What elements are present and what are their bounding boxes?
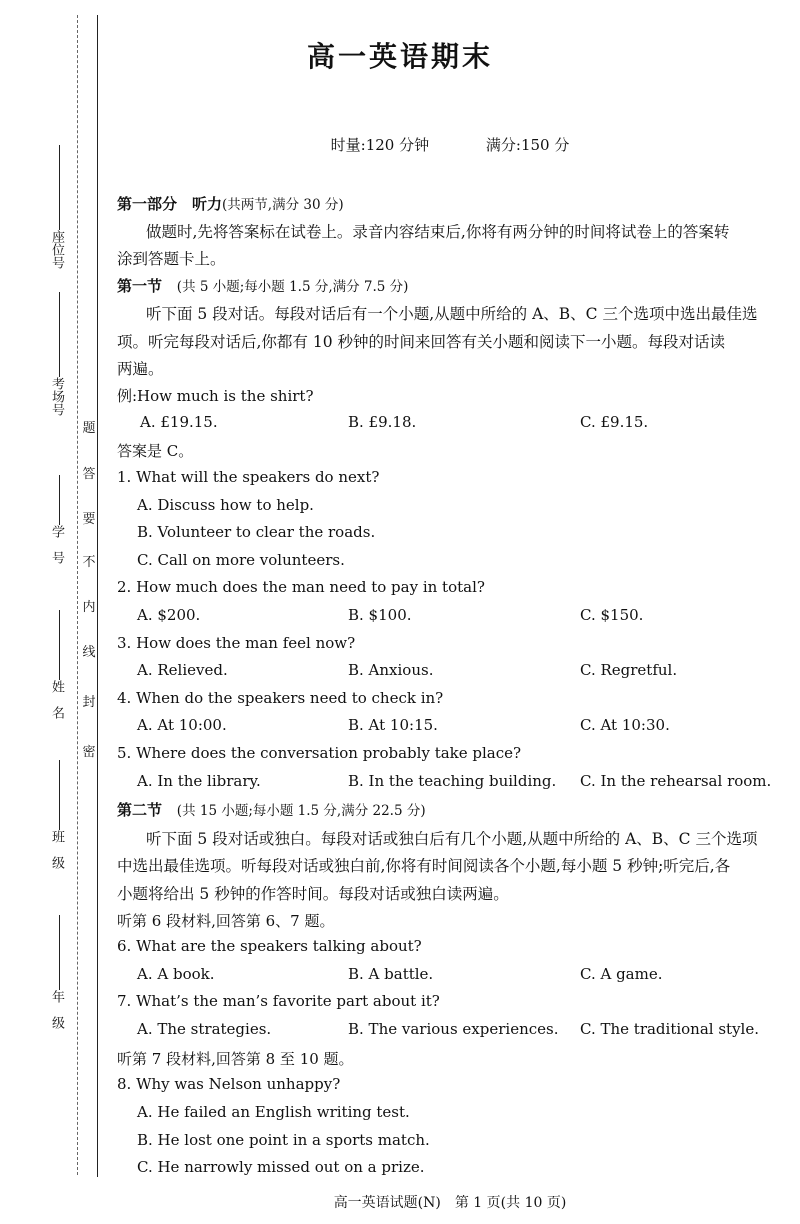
exam-meta — [0, 134, 800, 155]
seal-char: 密 — [82, 745, 96, 760]
q4-option-a: A. At 10:00. — [137, 716, 227, 734]
question-2: 2. How much does the man need to pay in total? — [117, 578, 485, 596]
part1-note: (共两节,满分 30 分) — [222, 197, 344, 213]
full-score: 满分:150 分 — [485, 136, 570, 154]
example-question: 例:How much is the shirt? — [117, 387, 314, 405]
question-5: 5. Where does the conversation probably take place? — [117, 744, 522, 762]
seal-char: 内 — [82, 600, 96, 615]
section1-title: 第一节 — [117, 277, 163, 295]
q1-option-b: B. Volunteer to clear the roads. — [137, 523, 376, 541]
question-8: 8. Why was Nelson unhappy? — [117, 1075, 341, 1093]
grade-label: 年 级 — [49, 990, 64, 1029]
question-6: 6. What are the speakers talking about? — [117, 937, 422, 955]
student-no-label: 学 号 — [49, 525, 64, 564]
page-footer: 高一英语试题(N) 第 1 页(共 10 页) — [333, 1195, 567, 1211]
seal-char: 答 — [82, 467, 96, 482]
seat-label: 座位号 — [49, 230, 64, 269]
q8-option-b: B. He lost one point in a sports match. — [137, 1131, 430, 1149]
q2-option-b: B. $100. — [348, 606, 412, 624]
student-no-underline — [59, 475, 60, 525]
q4-option-c: C. At 10:30. — [580, 716, 670, 734]
class-underline — [59, 760, 60, 830]
q7-option-b: B. The various experiences. — [348, 1020, 559, 1038]
material-7-note: 听第 7 段材料,回答第 8 至 10 题。 — [117, 1050, 354, 1068]
section1-intro-line: 两遍。 — [117, 360, 164, 378]
seat-field — [48, 145, 70, 269]
class-field — [48, 760, 70, 869]
seal-char: 不 — [82, 555, 96, 570]
material-6-note: 听第 6 段材料,回答第 6、7 题。 — [117, 912, 335, 930]
q5-option-a: A. In the library. — [137, 772, 261, 790]
q6-option-b: B. A battle. — [348, 965, 434, 983]
seal-char: 要 — [82, 512, 96, 527]
grade-field — [48, 915, 70, 1029]
section2-title: 第二节 — [117, 801, 163, 819]
grade-underline — [59, 915, 60, 990]
name-underline — [59, 610, 60, 680]
seal-char: 封 — [82, 695, 96, 710]
q3-option-a: A. Relieved. — [137, 661, 228, 679]
time-limit: 时量:120 分钟 — [330, 136, 430, 154]
seat-underline — [59, 145, 60, 230]
example-answer: 答案是 C。 — [117, 442, 194, 460]
section2-note: (共 15 小题;每小题 1.5 分,满分 22.5 分) — [176, 803, 426, 819]
q8-option-a: A. He failed an English writing test. — [137, 1103, 410, 1121]
q5-option-c: C. In the rehearsal room. — [580, 772, 772, 790]
q2-option-a: A. $200. — [137, 606, 201, 624]
q8-option-c: C. He narrowly missed out on a prize. — [137, 1158, 425, 1176]
section2-intro-line: 中选出最佳选项。听每段对话或独白前,你将有时间阅读各个小题,每小题 5 秒钟;听完后,各 — [117, 857, 731, 875]
seal-char: 题 — [82, 421, 96, 436]
exam-room-label: 考场号 — [49, 377, 64, 416]
question-7: 7. What’s the man’s favorite part about it? — [117, 992, 440, 1010]
exam-room-underline — [59, 292, 60, 377]
question-3: 3. How does the man feel now? — [117, 634, 356, 652]
example-option-b: B. £9.18. — [348, 413, 417, 431]
page-title: 高一英语期末 — [306, 40, 493, 73]
cut-line — [77, 15, 78, 1175]
student-no-field — [48, 475, 70, 564]
q3-option-b: B. Anxious. — [348, 661, 434, 679]
class-label: 班 级 — [49, 830, 64, 869]
q5-option-b: B. In the teaching building. — [348, 772, 557, 790]
section1-note: (共 5 小题;每小题 1.5 分,满分 7.5 分) — [176, 279, 409, 295]
q2-option-c: C. $150. — [580, 606, 644, 624]
section2-intro-line: 小题将给出 5 秒钟的作答时间。每段对话或独白读两遍。 — [117, 885, 509, 903]
q1-option-c: C. Call on more volunteers. — [137, 551, 345, 569]
question-1: 1. What will the speakers do next? — [117, 468, 380, 486]
q6-option-a: A. A book. — [137, 965, 215, 983]
section1-heading — [117, 275, 408, 296]
part1-title: 第一部分 听力 — [117, 195, 223, 213]
part1-intro-line: 涂到答题卡上。 — [117, 250, 226, 268]
part1-intro-line: 做题时,先将答案标在试卷上。录音内容结束后,你将有两分钟的时间将试卷上的答案转 — [146, 223, 730, 241]
q7-option-c: C. The traditional style. — [580, 1020, 759, 1038]
seal-char: 线 — [82, 645, 96, 660]
part1-heading — [117, 193, 344, 214]
section2-intro-line: 听下面 5 段对话或独白。每段对话或独白后有几个小题,从题中所给的 A、B、C 三个选项 — [146, 830, 758, 848]
example-option-c: C. £9.15. — [580, 413, 649, 431]
q7-option-a: A. The strategies. — [137, 1020, 272, 1038]
exam-room-field — [48, 292, 70, 416]
name-label: 姓 名 — [49, 680, 64, 719]
name-field — [48, 610, 70, 719]
section1-intro-line: 项。听完每段对话后,你都有 10 秒钟的时间来回答有关小题和阅读下一小题。每段对话读 — [117, 333, 726, 351]
question-4: 4. When do the speakers need to check in? — [117, 689, 444, 707]
section2-heading — [117, 799, 426, 820]
q6-option-c: C. A game. — [580, 965, 663, 983]
section1-intro-line: 听下面 5 段对话。每段对话后有一个小题,从题中所给的 A、B、C 三个选项中选出最佳选 — [146, 305, 758, 323]
q3-option-c: C. Regretful. — [580, 661, 678, 679]
q1-option-a: A. Discuss how to help. — [137, 496, 314, 514]
q4-option-b: B. At 10:15. — [348, 716, 438, 734]
example-option-a: A. £19.15. — [140, 413, 218, 431]
